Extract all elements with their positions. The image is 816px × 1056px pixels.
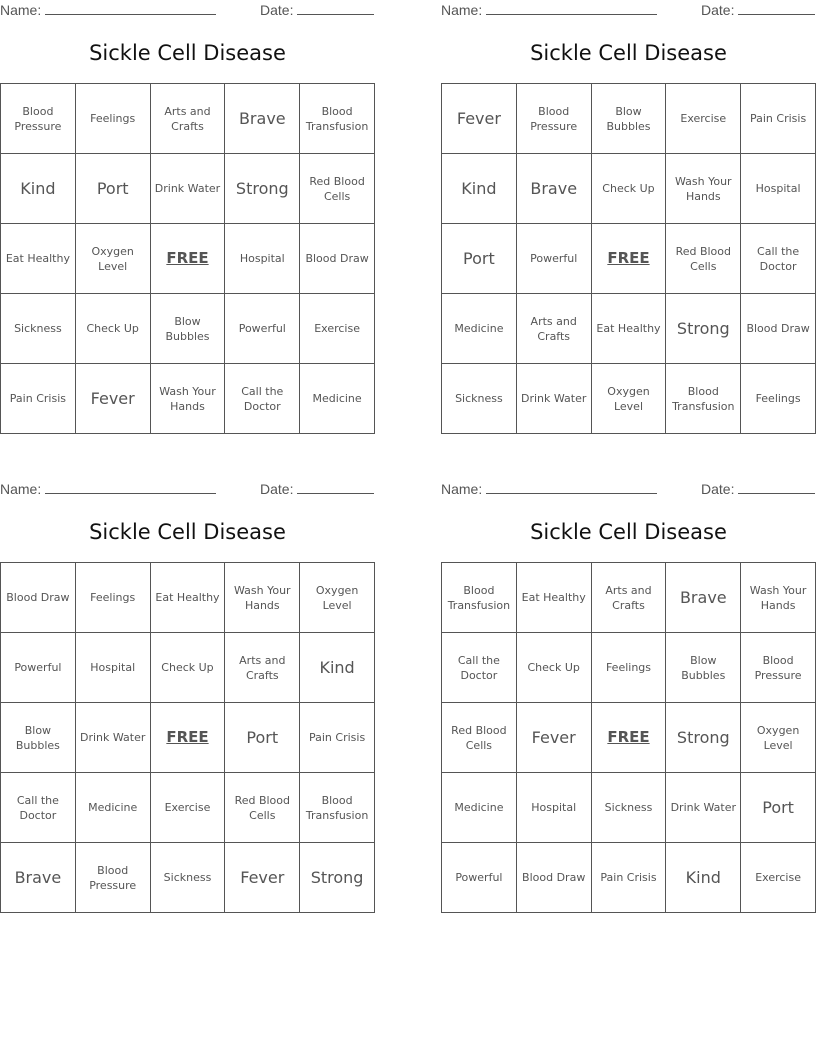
bingo-cell: Brave [225, 84, 300, 154]
bingo-cell: Wash Your Hands [151, 364, 226, 434]
bingo-cell: Eat Healthy [517, 563, 592, 633]
card-header [0, 0, 375, 22]
bingo-cell: Sickness [592, 773, 667, 843]
free-cell: FREE [151, 224, 226, 294]
name-field [0, 481, 216, 497]
bingo-cell: Check Up [592, 154, 667, 224]
card-header [441, 479, 816, 501]
card-title: Sickle Cell Disease [89, 41, 286, 65]
bingo-cell: Sickness [1, 294, 76, 364]
bingo-cell: Fever [225, 843, 300, 913]
bingo-cell: Oxygen Level [76, 224, 151, 294]
card-header [441, 0, 816, 22]
name-line [486, 481, 657, 494]
date-line [297, 2, 374, 15]
bingo-cell: Powerful [225, 294, 300, 364]
bingo-cell: Drink Water [517, 364, 592, 434]
name-label: Name: [441, 481, 483, 497]
name-label: Name: [441, 2, 483, 18]
name-line [486, 2, 657, 15]
bingo-cell: Blood Pressure [76, 843, 151, 913]
date-field [701, 481, 815, 497]
bingo-cell: Call the Doctor [225, 364, 300, 434]
name-field [0, 2, 216, 18]
bingo-cell: Strong [300, 843, 375, 913]
bingo-cell: Feelings [76, 84, 151, 154]
bingo-cell: Wash Your Hands [741, 563, 816, 633]
name-line [45, 2, 216, 15]
bingo-cell: Blood Draw [517, 843, 592, 913]
bingo-cell: Red Blood Cells [225, 773, 300, 843]
bingo-cell: Wash Your Hands [666, 154, 741, 224]
bingo-cell: Port [225, 703, 300, 773]
bingo-cell: Kind [666, 843, 741, 913]
bingo-cell: Blow Bubbles [151, 294, 226, 364]
bingo-cell: Strong [666, 294, 741, 364]
bingo-cell: Blood Transfusion [300, 773, 375, 843]
bingo-cell: Strong [225, 154, 300, 224]
bingo-grid [441, 83, 816, 434]
bingo-cell: Oxygen Level [300, 563, 375, 633]
bingo-cell: Blood Pressure [741, 633, 816, 703]
bingo-cell: Eat Healthy [592, 294, 667, 364]
bingo-cell: Arts and Crafts [151, 84, 226, 154]
bingo-cell: Port [741, 773, 816, 843]
bingo-cell: Hospital [76, 633, 151, 703]
bingo-cell: Exercise [151, 773, 226, 843]
bingo-cell: Call the Doctor [442, 633, 517, 703]
bingo-cell: Port [442, 224, 517, 294]
date-line [738, 481, 815, 494]
bingo-cell: Check Up [76, 294, 151, 364]
bingo-card-1 [0, 0, 375, 435]
bingo-grid [0, 83, 375, 434]
bingo-cell: Strong [666, 703, 741, 773]
bingo-cell: Call the Doctor [1, 773, 76, 843]
bingo-cell: Feelings [76, 563, 151, 633]
bingo-cell: Drink Water [151, 154, 226, 224]
date-label: Date: [260, 2, 294, 18]
bingo-cell: Check Up [517, 633, 592, 703]
bingo-cell: Port [76, 154, 151, 224]
bingo-cell: Sickness [151, 843, 226, 913]
date-label: Date: [701, 481, 735, 497]
date-line [297, 481, 374, 494]
bingo-cell: Exercise [300, 294, 375, 364]
bingo-cell: Arts and Crafts [225, 633, 300, 703]
bingo-cell: Blood Draw [741, 294, 816, 364]
bingo-cell: Sickness [442, 364, 517, 434]
bingo-grid [0, 562, 375, 913]
bingo-cell: Wash Your Hands [225, 563, 300, 633]
bingo-cell: Eat Healthy [1, 224, 76, 294]
bingo-cell: Oxygen Level [592, 364, 667, 434]
bingo-cell: Powerful [1, 633, 76, 703]
bingo-cell: Kind [442, 154, 517, 224]
bingo-cell: Brave [1, 843, 76, 913]
bingo-cell: Pain Crisis [741, 84, 816, 154]
date-field [260, 481, 374, 497]
bingo-cell: Feelings [741, 364, 816, 434]
bingo-cell: Medicine [442, 773, 517, 843]
bingo-cell: Red Blood Cells [300, 154, 375, 224]
card-title: Sickle Cell Disease [530, 520, 727, 544]
date-line [738, 2, 815, 15]
bingo-cell: Blow Bubbles [1, 703, 76, 773]
bingo-cell: Powerful [442, 843, 517, 913]
bingo-cell: Medicine [300, 364, 375, 434]
name-field [441, 2, 657, 18]
name-field [441, 481, 657, 497]
card-header [0, 479, 375, 501]
bingo-cell: Brave [517, 154, 592, 224]
bingo-cell: Medicine [76, 773, 151, 843]
bingo-cell: Powerful [517, 224, 592, 294]
bingo-card-2 [441, 0, 816, 435]
date-field [260, 2, 374, 18]
bingo-cell: Blood Draw [300, 224, 375, 294]
free-cell: FREE [592, 703, 667, 773]
date-label: Date: [701, 2, 735, 18]
bingo-cell: Blow Bubbles [666, 633, 741, 703]
bingo-cell: Arts and Crafts [592, 563, 667, 633]
bingo-cell: Check Up [151, 633, 226, 703]
bingo-cell: Fever [517, 703, 592, 773]
bingo-cell: Kind [1, 154, 76, 224]
bingo-cell: Blow Bubbles [592, 84, 667, 154]
bingo-cell: Kind [300, 633, 375, 703]
name-label: Name: [0, 2, 42, 18]
bingo-cell: Blood Transfusion [666, 364, 741, 434]
bingo-cell: Drink Water [666, 773, 741, 843]
name-line [45, 481, 216, 494]
bingo-cell: Hospital [225, 224, 300, 294]
bingo-cell: Hospital [741, 154, 816, 224]
bingo-cell: Blood Transfusion [300, 84, 375, 154]
date-label: Date: [260, 481, 294, 497]
bingo-cell: Hospital [517, 773, 592, 843]
card-title: Sickle Cell Disease [530, 41, 727, 65]
bingo-cell: Eat Healthy [151, 563, 226, 633]
bingo-grid [441, 562, 816, 913]
bingo-cell: Blood Pressure [517, 84, 592, 154]
bingo-cell: Drink Water [76, 703, 151, 773]
bingo-cell: Fever [76, 364, 151, 434]
bingo-cell: Red Blood Cells [666, 224, 741, 294]
bingo-cell: Pain Crisis [300, 703, 375, 773]
bingo-cell: Blood Transfusion [442, 563, 517, 633]
bingo-cell: Exercise [741, 843, 816, 913]
name-label: Name: [0, 481, 42, 497]
free-cell: FREE [151, 703, 226, 773]
bingo-cell: Oxygen Level [741, 703, 816, 773]
bingo-cell: Pain Crisis [1, 364, 76, 434]
bingo-cell: Medicine [442, 294, 517, 364]
bingo-cell: Brave [666, 563, 741, 633]
card-title: Sickle Cell Disease [89, 520, 286, 544]
bingo-cell: Blood Pressure [1, 84, 76, 154]
bingo-cell: Red Blood Cells [442, 703, 517, 773]
bingo-card-4 [441, 479, 816, 914]
bingo-cell: Call the Doctor [741, 224, 816, 294]
bingo-card-3 [0, 479, 375, 914]
free-cell: FREE [592, 224, 667, 294]
bingo-cell: Pain Crisis [592, 843, 667, 913]
bingo-cell: Arts and Crafts [517, 294, 592, 364]
bingo-cell: Blood Draw [1, 563, 76, 633]
bingo-cell: Fever [442, 84, 517, 154]
bingo-cell: Exercise [666, 84, 741, 154]
date-field [701, 2, 815, 18]
bingo-cell: Feelings [592, 633, 667, 703]
